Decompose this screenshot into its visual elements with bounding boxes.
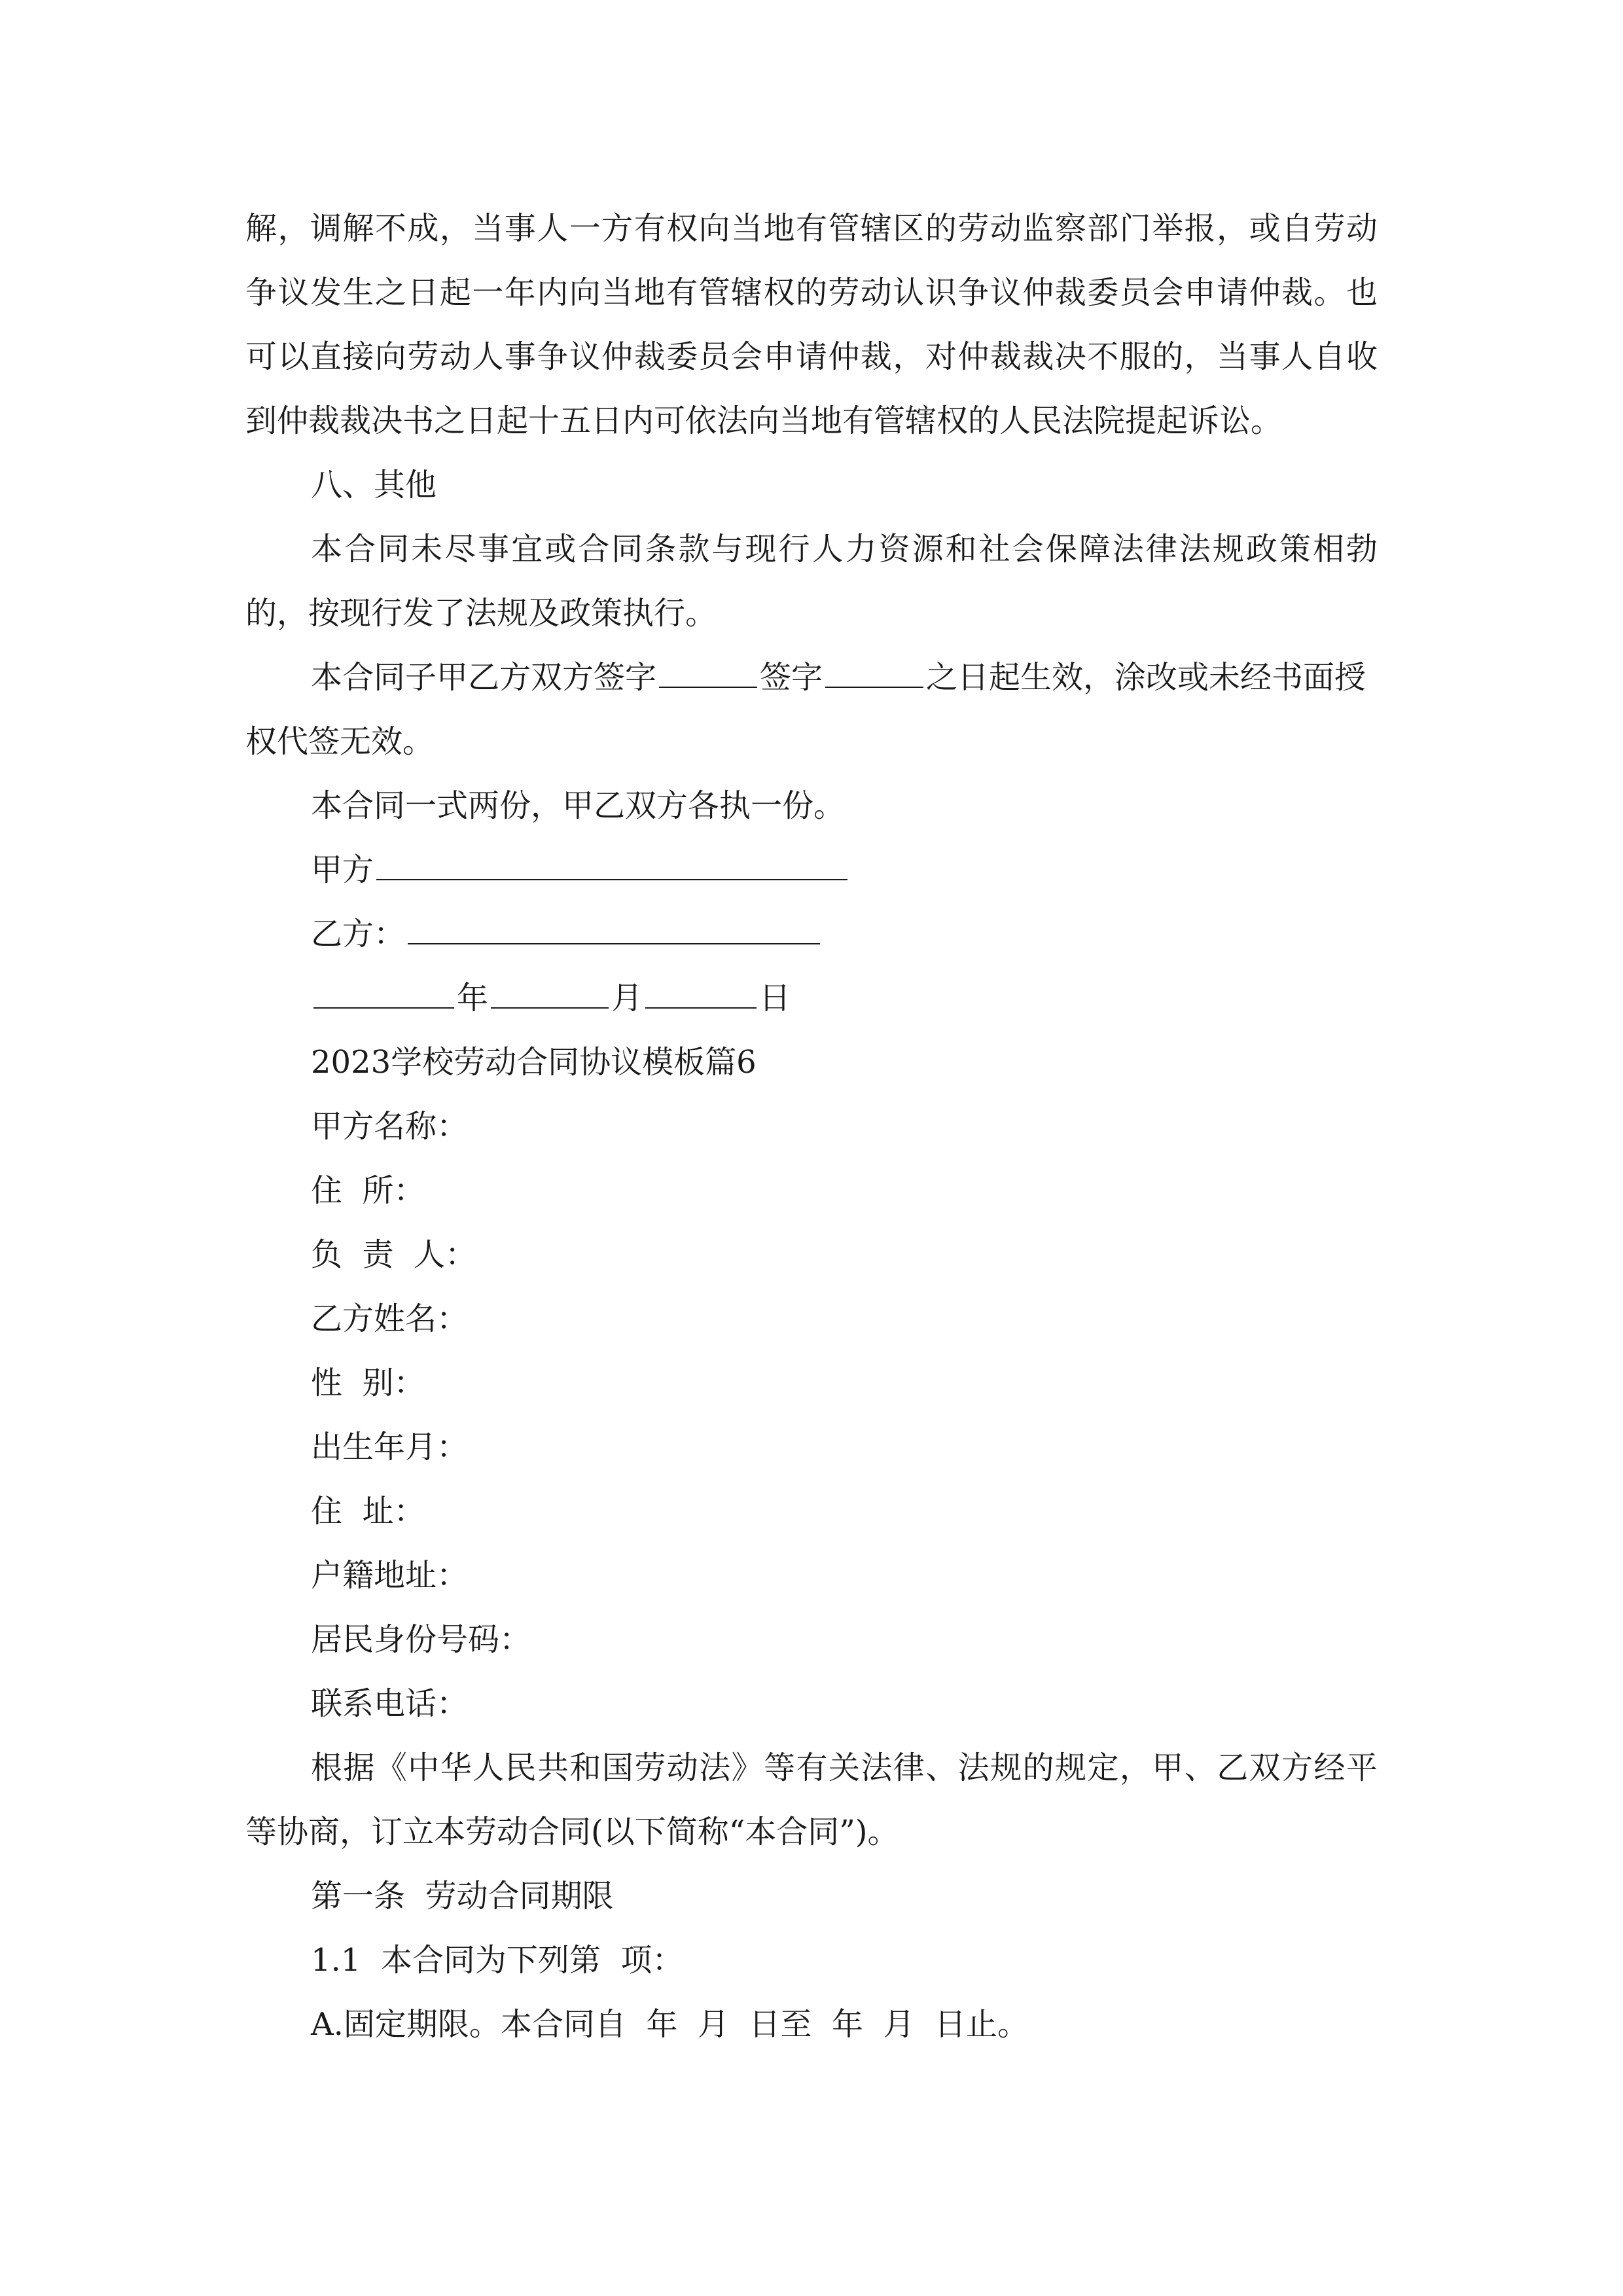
document-page — [245, 196, 1378, 2056]
clause-line: A.固定期限。本合同自 年 月 日至 年 月 日止。 — [311, 2006, 1029, 2043]
paragraph-line: 争议发生之日起一年内向当地有管辖权的劳动认识争议仲裁委员会申请仲裁。也 — [245, 274, 1378, 311]
effective-text-3: 之日起生效，涂改或未经书面授 — [926, 659, 1366, 696]
day-label: 日 — [759, 980, 791, 1016]
party-a-blank[interactable] — [376, 848, 847, 880]
field-label: 住 所： — [311, 1172, 425, 1209]
party-a-label: 甲方 — [311, 852, 374, 888]
party-b-label: 乙方： — [311, 916, 406, 952]
paragraph-line: 权代签无效。 — [245, 723, 435, 760]
year-blank[interactable] — [313, 976, 454, 1009]
paragraph-line: 等协商，订立本劳动合同(以下简称“本合同”)。 — [245, 1814, 899, 1850]
paragraph-line: 的，按现行发了法规及政策执行。 — [245, 595, 717, 632]
party-a-signature — [245, 838, 1378, 902]
field-label: 居民身份号码： — [311, 1621, 531, 1658]
field-label: 负 责 人： — [311, 1236, 477, 1273]
signature-blank-2[interactable] — [825, 655, 923, 688]
party-b-blank[interactable] — [408, 912, 820, 944]
effective-text-2: 签字 — [760, 659, 823, 696]
month-blank[interactable] — [491, 976, 609, 1009]
field-label: 联系电话： — [311, 1685, 469, 1722]
paragraph-line: 可以直接向劳动人事争议仲裁委员会申请仲裁，对仲裁裁决不服的，当事人自收 — [245, 338, 1378, 375]
month-label: 月 — [611, 980, 643, 1016]
section-heading-other: 八、其他 — [311, 467, 437, 503]
field-label: 乙方姓名： — [311, 1300, 469, 1337]
paragraph-line: 根据《中华人民共和国劳动法》等有关法律、法规的规定，甲、乙双方经平 — [311, 1749, 1378, 1786]
paragraph-line: 解，调解不成，当事人一方有权向当地有管辖区的劳动监察部门举报，或自劳动 — [245, 210, 1378, 247]
paragraph-line: 本合同未尽事宜或合同条款与现行人力资源和社会保障法律法规政策相勃 — [311, 531, 1378, 567]
paragraph-line: 到仲裁裁决书之日起十五日内可依法向当地有管辖权的人民法院提起诉讼。 — [245, 403, 1283, 439]
field-label: 住 址： — [311, 1493, 425, 1530]
field-label: 出生年月： — [311, 1429, 469, 1465]
effective-text-1: 本合同子甲乙方双方签字 — [311, 659, 657, 696]
article-heading: 第一条 劳动合同期限 — [311, 1878, 614, 1914]
copies-clause: 本合同一式两份，甲乙双方各执一份。 — [311, 787, 846, 824]
field-label: 甲方名称： — [311, 1108, 469, 1145]
effective-clause — [245, 645, 1378, 709]
signature-date — [245, 966, 1378, 1030]
signature-blank-1[interactable] — [659, 655, 757, 688]
clause-line: 1.1 本合同为下列第 项： — [311, 1942, 684, 1979]
section-title: 2023学校劳动合同协议模板篇6 — [311, 1044, 757, 1081]
day-blank[interactable] — [645, 976, 757, 1009]
party-b-signature — [245, 902, 1378, 966]
field-label: 户籍地址： — [311, 1557, 469, 1594]
field-label: 性 别： — [311, 1365, 425, 1401]
year-label: 年 — [457, 980, 489, 1016]
